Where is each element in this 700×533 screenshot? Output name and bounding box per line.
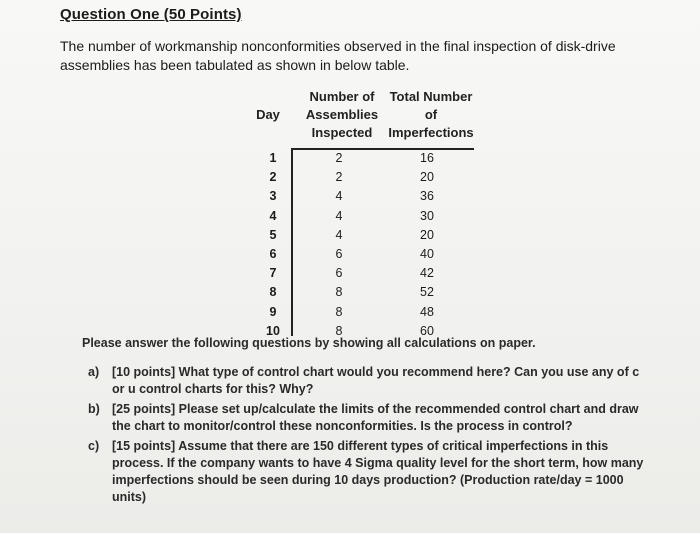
question-text: Assume that there are 150 different types of critical imperfections in this process. If the company wants to have 4 Sigma quality level for the short term, how many imperfections should be seen during 10 days production? (Production rate/day = 1000 units) — [112, 439, 644, 504]
cell-imperfections: 60 — [420, 323, 434, 338]
header-imperfections-line: Imperfections — [388, 125, 474, 140]
cell-assemblies: 4 — [335, 227, 343, 242]
question-points: [15 points] — [112, 439, 179, 453]
table-row — [240, 285, 480, 304]
question-item — [88, 401, 648, 435]
cell-imperfections: 30 — [420, 208, 434, 223]
cell-assemblies: 2 — [335, 151, 343, 165]
cell-day: 7 — [269, 266, 277, 281]
table-row — [240, 247, 480, 266]
cell-imperfections: 16 — [420, 151, 434, 165]
intro-paragraph: The number of workmanship nonconformities observed in the final inspection of disk-drive assemblies has been tabulated as shown in below table. — [60, 38, 616, 73]
question-item — [88, 364, 648, 398]
table-row — [240, 151, 480, 170]
cell-day: 9 — [269, 304, 277, 319]
header-day: Day — [256, 107, 280, 122]
header-assemblies-line: Inspected — [311, 125, 373, 140]
cell-imperfections: 40 — [420, 246, 434, 261]
cell-imperfections: 36 — [420, 189, 434, 204]
table-top-rule — [292, 148, 474, 150]
header-assemblies-line: Assemblies — [305, 107, 379, 122]
cell-imperfections: 20 — [420, 170, 434, 185]
question-label: b) — [88, 402, 100, 416]
cell-assemblies: 4 — [335, 208, 343, 223]
cell-day: 1 — [269, 151, 277, 165]
question-item — [88, 438, 648, 506]
table-row — [240, 266, 480, 285]
cell-assemblies: 6 — [335, 246, 343, 261]
cell-assemblies: 2 — [335, 170, 343, 185]
cell-imperfections: 52 — [420, 285, 434, 300]
cell-assemblies: 8 — [335, 285, 343, 300]
question-title: Question One (50 Points) — [60, 6, 242, 23]
header-assemblies — [300, 88, 384, 142]
cell-imperfections: 48 — [420, 304, 434, 319]
cell-assemblies: 4 — [335, 189, 343, 204]
cell-assemblies: 6 — [335, 266, 343, 281]
cell-imperfections: 20 — [420, 227, 434, 242]
cell-assemblies: 8 — [335, 323, 343, 338]
header-imperfections — [386, 88, 476, 142]
cell-day: 6 — [269, 246, 277, 261]
question-label: a) — [88, 365, 100, 379]
cell-day: 5 — [269, 227, 277, 242]
data-table — [240, 151, 480, 343]
header-imperfections-line: of — [424, 107, 438, 122]
question-label: c) — [88, 439, 100, 453]
table-row — [240, 228, 480, 247]
table-row — [240, 189, 480, 208]
cell-day: 10 — [266, 323, 280, 338]
cell-day: 8 — [269, 285, 277, 300]
header-imperfections-line: Total Number — [389, 89, 473, 104]
table-row — [240, 305, 480, 324]
cell-day: 2 — [269, 170, 277, 185]
question-text: What type of control chart would you recommend here? Can you use any of c or u control charts for this? Why? — [112, 365, 640, 396]
cell-day: 3 — [269, 189, 277, 204]
instruction-text: Please answer the following questions by showing all calculations on paper. — [82, 336, 536, 350]
header-assemblies-line: Number of — [309, 89, 375, 104]
question-list — [88, 364, 648, 509]
cell-assemblies: 8 — [335, 304, 343, 319]
question-points: [10 points] — [112, 365, 179, 379]
question-points: [25 points] — [112, 402, 179, 416]
question-text: Please set up/calculate the limits of the recommended control chart and draw the chart to monitor/control these nonconformities. Is the process in control? — [112, 402, 639, 433]
table-row — [240, 209, 480, 228]
cell-day: 4 — [269, 208, 277, 223]
table-row — [240, 170, 480, 189]
cell-imperfections: 42 — [420, 266, 434, 281]
